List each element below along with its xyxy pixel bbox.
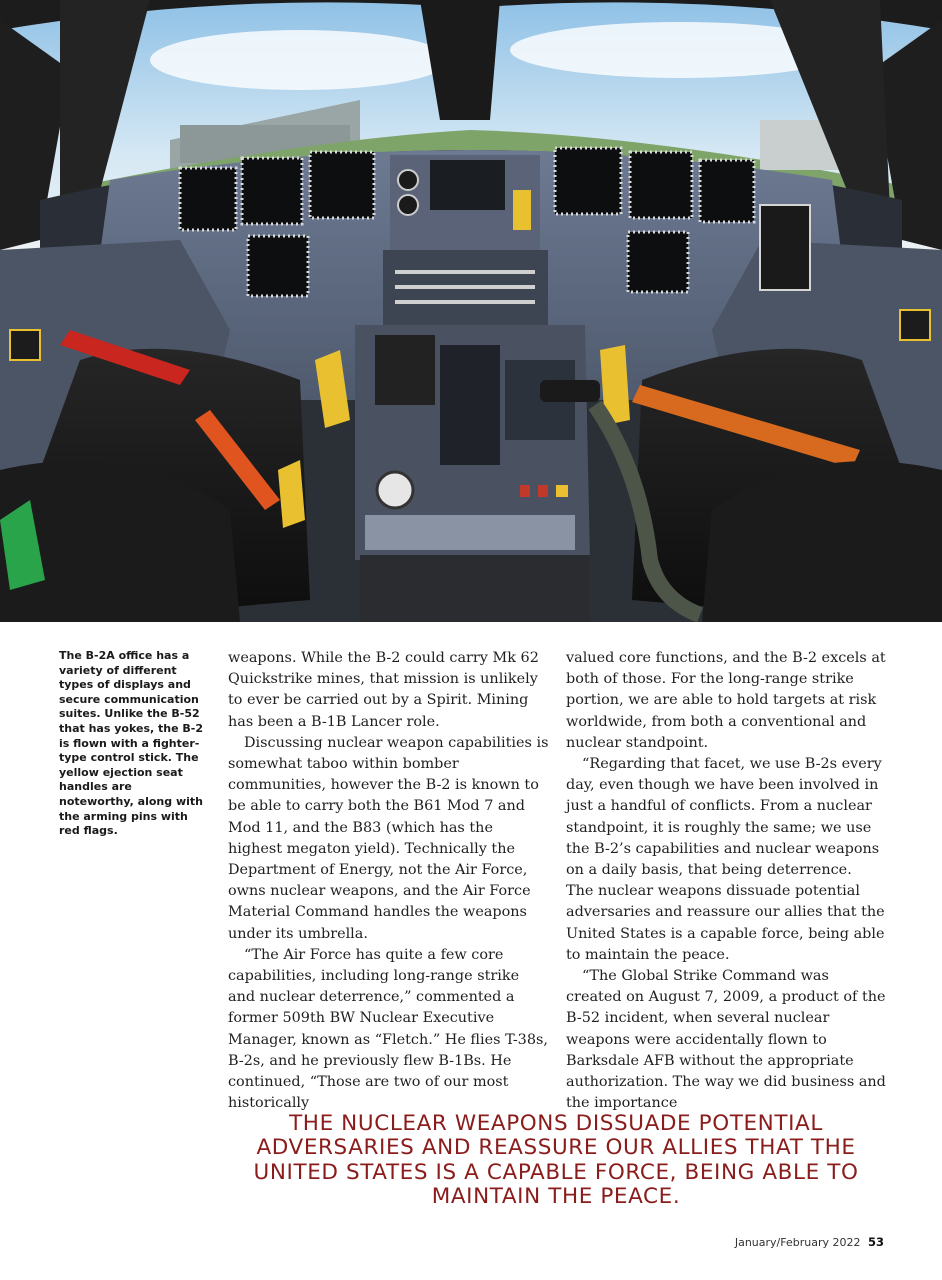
paragraph: “The Global Strike Command was created on August 7, 2009, a product of the B-52 incident, when several nuclear weapons were accidentally flown to Barksdale AFB without the appropriate authorization. The way we did business and the importance — [566, 968, 886, 1112]
page-folio — [735, 1235, 884, 1249]
cockpit-photo — [0, 0, 942, 622]
photo-caption: The B-2A office has a variety of different types of displays and secure communication suites. Unlike the B-52 that has yokes, the B-2 is flown with a fighter-type control stick. The yellow ejection seat handles are noteworthy, along with the arming pins with red flags. — [59, 649, 203, 838]
page-number: 53 — [867, 1235, 884, 1249]
paragraph: Discussing nuclear weapon capabilities is somewhat taboo within bomber communities, however the B-2 is known to be able to carry both the B61 Mod 7 and Mod 11, and the B83 (which has the highest megaton yield). Technically the Department of Energy, not the Air Force, owns nuclear weapons, and the Air Force Material Command handles the weapons under its umbrella. — [228, 734, 549, 942]
paragraph: The nuclear weapons dissuade potential adversaries and reassure our allies that the United States is a capable force, being able to maintain the peace. — [566, 883, 885, 963]
body-column-1 — [228, 648, 550, 1114]
body-column-2 — [566, 648, 888, 1114]
paragraph: valued core functions, and the B-2 excels at both of those. For the long-range strike portion, we are able to hold targets at risk worldwide, from both a conventional and nuclear standpoint. — [566, 650, 886, 751]
paragraph: “Regarding that facet, we use B-2s every day, even though we have been involved in just a handful of conflicts. From a nuclear standpoint, it is roughly the same; we use the B-2’s capabilities and nuclear weapons on a daily basis, that being deterrence. — [566, 756, 882, 879]
issue-date: January/February 2022 — [734, 1236, 861, 1249]
pull-quote: THE NUCLEAR WEAPONS DISSUADE POTENTIAL ADVERSARIES AND REASSURE OUR ALLIES THAT THE UNITED STATES IS A CAPABLE FORCE, BEING ABLE TO MAINTAIN THE PEACE. — [253, 1111, 859, 1210]
paragraph: “The Air Force has quite a few core capabilities, including long-range strike and nuclear deterrence,” commented a former 509th BW Nuclear Executive Manager, known as “Fletch.” He flies T-38s, B-2s, and he previously flew B-1Bs. He continued, “Those are two of our most historically — [228, 946, 548, 1112]
paragraph: weapons. While the B-2 could carry Mk 62 Quickstrike mines, that mission is unlikely to ever be carried out by a Spirit. Mining has been a B-1B Lancer role. — [228, 650, 539, 730]
